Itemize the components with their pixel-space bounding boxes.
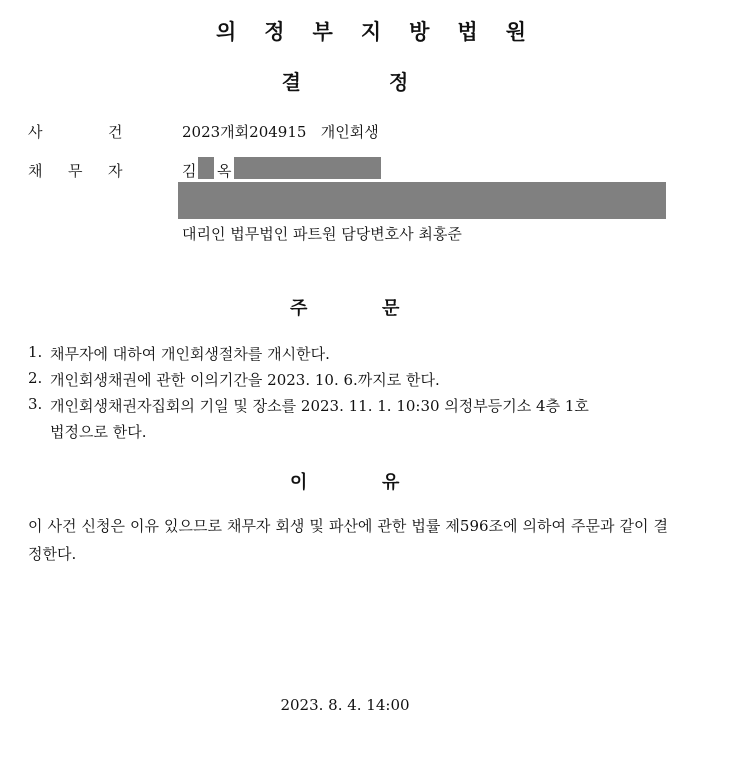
order-heading-char-1: 주 <box>290 298 308 319</box>
decision-date: 2023. 8. 4. 14:00 <box>280 696 410 714</box>
order-item-text: 채무자에 대하여 개인회생절차를 개시한다. <box>50 345 330 363</box>
debtor-label-char-3: 자 <box>108 162 123 180</box>
case-label-char-1: 사 <box>28 123 43 141</box>
debtor-representative: 대리인 법무법인 파트원 담당변호사 최홍준 <box>182 225 462 243</box>
redaction-block <box>234 157 381 179</box>
debtor-label-char-1: 채 <box>28 162 43 180</box>
reason-heading-char-2: 유 <box>382 472 400 493</box>
case-label-char-2: 건 <box>108 123 123 141</box>
debtor-name-last: 옥 <box>217 162 232 180</box>
order-item-number: 2. <box>28 369 43 387</box>
reason-heading-char-1: 이 <box>290 472 308 493</box>
document-type-title: 결정 <box>281 70 497 94</box>
redaction-block <box>198 157 214 179</box>
order-item-text: 개인회생채권에 관한 이의기간을 2023. 10. 6.까지로 한다. <box>50 371 440 389</box>
court-title: 의정부지방법원 <box>215 19 554 44</box>
order-item-number: 3. <box>28 395 43 413</box>
order-item-number: 1. <box>28 343 43 361</box>
order-heading-char-2: 문 <box>382 298 400 319</box>
redaction-block <box>178 182 666 219</box>
reason-text: 이 사건 신청은 이유 있으므로 채무자 회생 및 파산에 관한 법률 제596조에 의하여 주문과 같이 결정한다. <box>28 517 668 563</box>
debtor-label-char-2: 무 <box>68 162 83 180</box>
order-item-continuation: 법정으로 한다. <box>50 423 147 441</box>
order-item-text: 개인회생채권자집회의 기일 및 장소를 2023. 11. 1. 10:30 의정부등기소 4층 1호 <box>50 397 589 415</box>
case-number: 2023개회204915 개인회생 <box>182 123 379 141</box>
debtor-name-first: 김 <box>182 162 197 180</box>
